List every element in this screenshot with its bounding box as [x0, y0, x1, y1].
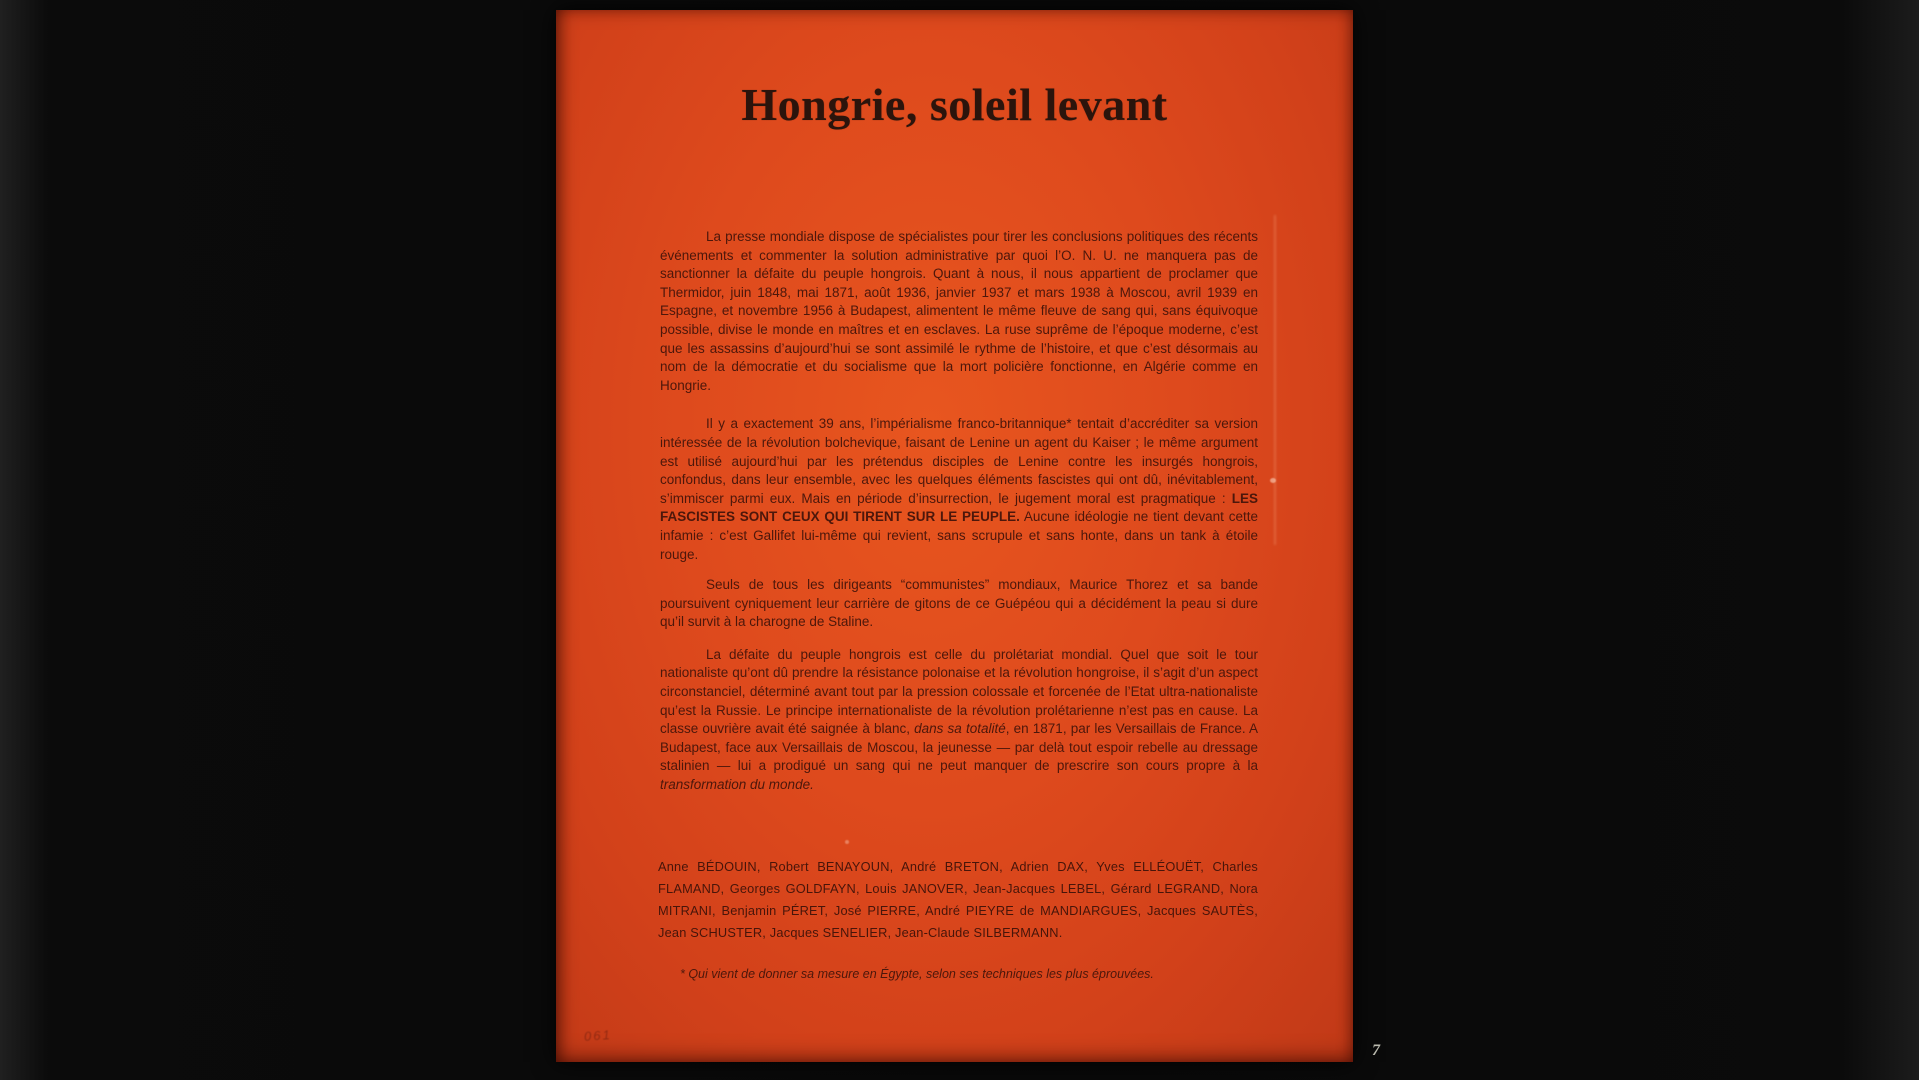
- paper-speck: [845, 840, 849, 844]
- paper-crease: [1274, 215, 1276, 545]
- text-segment: La presse mondiale dispose de spécialistes pour tirer les conclusions politiques des récents événements et commenter la solution administrative par quoi l’O. N. U. ne manquera pas de sanctionner la défaite du peuple hongrois. Quant à nous, il nous appartient de proclamer que Thermidor, juin 1848, mai 1871, août 1936, janvier 1937 et mars 1938 à Moscou, avril 1939 en Espagne, et novembre 1956 à Budapest, alimentent le même fleuve de sang qui, sans équivoque possible, divise le monde en maîtres et en esclaves. La ruse suprême de l’époque moderne, c’est que les assassins d’aujourd’hui se sont assimilé le rythme de l’histoire, et que c’est désormais au nom de la démocratie et du socialisme que la mort policière fonctionne, en Algérie comme en Hongrie.: [660, 229, 1258, 393]
- text-segment: La défaite du peuple hongrois est celle du prolétariat mondial. Quel que soit le tour nationaliste qu’ont dû prendre la résistance polonaise et la révolution hongroise, il s’agit d’un aspect circonstanciel, déterminé avant tout par la pression colossale et forcenée de l’Etat ultra-nationaliste qu’est la Russie. Le principe internationaliste de la révolution prolétarienne n’est pas en cause. La classe ouvrière avait été saignée à blanc,: [660, 646, 1258, 737]
- paragraph: [660, 415, 1258, 564]
- paragraph: [660, 646, 1258, 795]
- page-number: 7: [1372, 1042, 1380, 1059]
- text-segment: LES FASCISTES SONT CEUX QUI TIRENT SUR LE PEUPLE.: [660, 490, 1258, 525]
- document-page: [556, 10, 1353, 1062]
- text-segment: , en 1871, par les Versaillais de France. A Budapest, face aux Versaillais de Moscou, la jeunesse — par delà tout espoir rebelle au dressage stalinien — lui a prodigué un sang qui ne peut manquer de prescrire son cours propre à la: [660, 721, 1258, 774]
- text-segment: Aucune idéologie ne tient devant cette infamie : c’est Gallifet lui-même qui revient, sans scrupule et sans honte, dans un tank à étoile rouge.: [660, 509, 1258, 562]
- text-segment: dans sa totalité: [914, 721, 1006, 737]
- body-paragraphs: [660, 228, 1258, 815]
- text-segment: transformation du monde.: [660, 777, 814, 793]
- corner-mark: 061: [583, 1027, 613, 1044]
- text-segment: Seuls de tous les dirigeants “communistes” mondiaux, Maurice Thorez et sa bande poursuivent cyniquement leur carrière de gitons de ce Guépéou qui a décidément la peau si dure qu’il survit à la charogne de Staline.: [660, 577, 1258, 630]
- text-segment: Il y a exactement 39 ans, l’impérialisme franco-britannique* tentait d’accréditer sa version intéressée de la révolution bolchevique, faisant de Lenine un agent du Kaiser ; le même argument est utilisé aujourd’hui par les prétendus disciples de Lenine contre les insurgés hongrois, confondus, dans leur ensemble, avec les quelques éléments fascistes qui ont dû, inévitablement, s’immiscer parmi eux. Mais en période d’insurrection, le jugement moral est pragmatique :: [660, 416, 1258, 506]
- paragraph: [660, 228, 1258, 395]
- signatories-list: Anne BÉDOUIN, Robert BENAYOUN, André BRETON, Adrien DAX, Yves ELLÉOUËT, Charles FLAMAND, Georges GOLDFAYN, Louis JANOVER, Jean-Jacques LEBEL, Gérard LEGRAND, Nora MITRANI, Benjamin PÉRET, José PIERRE, André PIEYRE de MANDIARGUES, Jacques SAUTÈS, Jean SCHUSTER, Jacques SENELIER, Jean-Claude SILBERMANN.: [658, 859, 1258, 940]
- footnote: * Qui vient de donner sa mesure en Égypte, selon ses techniques les plus éprouvées.: [680, 967, 1154, 981]
- paper-speck: [1270, 478, 1276, 483]
- page-title: Hongrie, soleil levant: [741, 79, 1168, 130]
- paragraph: [660, 576, 1258, 632]
